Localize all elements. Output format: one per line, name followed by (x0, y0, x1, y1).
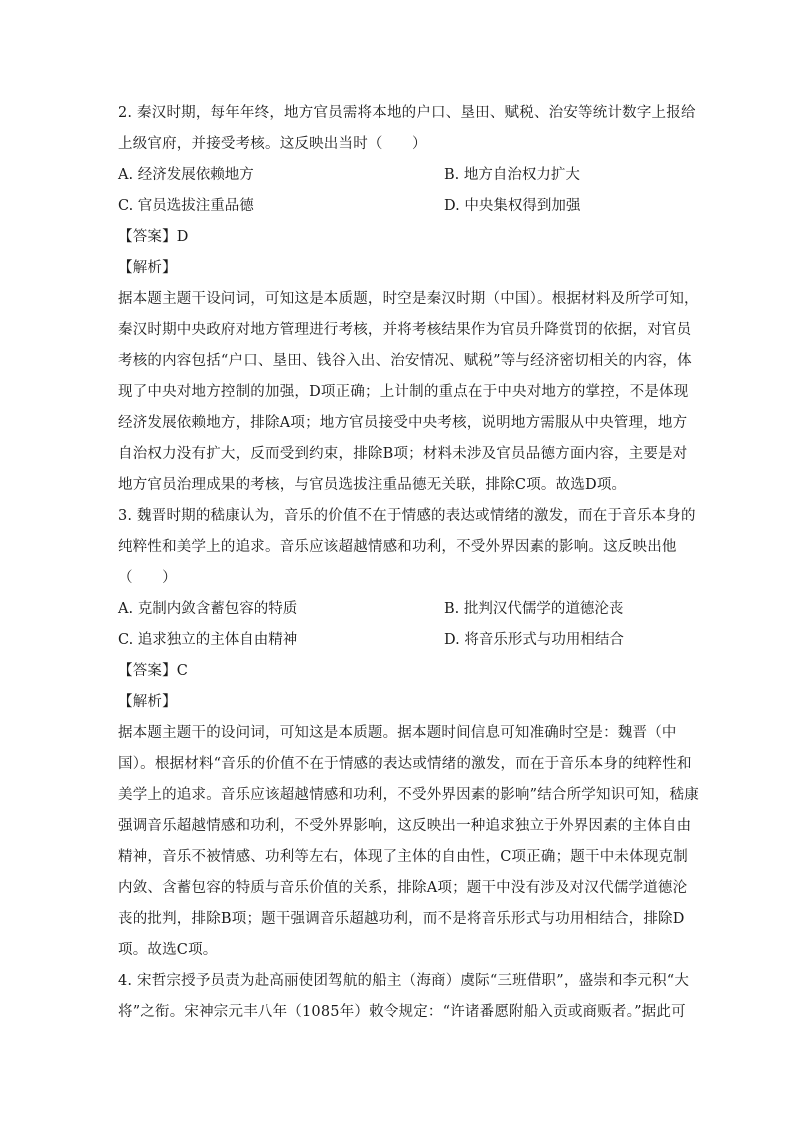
question-stem-line: （ ） (118, 570, 177, 586)
question-stem-line: 纯粹性和美学上的追求。音乐应该超越情感和功利，不受外界因素的影响。这反映出他 (118, 539, 677, 555)
answer-line: 【答案】D (118, 229, 189, 245)
document-content (118, 98, 699, 1028)
option-row (118, 594, 678, 625)
option-d: D. 中央集权得到加强 (444, 198, 581, 214)
option-a: A. 经济发展依赖地方 (118, 167, 254, 183)
analysis-line: 精神，音乐不被情感、功利等左右，体现了主体的自由性，C项正确；题干中未体现克制 (118, 849, 688, 865)
analysis-line: 据本题主题干设问词，可知这是本质题，时空是秦汉时期（中国）。根据材料及所学可知， (118, 291, 699, 307)
option-b: B. 批判汉代儒学的道德沦丧 (444, 601, 624, 617)
option-c: C. 官员选拔注重品德 (118, 198, 254, 214)
answer-line: 【答案】C (118, 663, 189, 679)
analysis-line: 考核的内容包括“户口、垦田、钱谷入出、治安情况、赋税”等与经济密切相关的内容，体 (118, 353, 692, 369)
question-stem-line: 上级官府，并接受考核。这反映出当时（ ） (118, 136, 427, 152)
analysis-line: 经济发展依赖地方，排除A项；地方官员接受中央考核，说明地方需服从中央管理，地方 (118, 415, 688, 431)
analysis-line: 内敛、含蓄包容的特质与音乐价值的关系，排除A项；题干中没有涉及对汉代儒学道德沦 (118, 880, 688, 896)
analysis-line: 据本题主题干的设问词，可知这是本质题。据本题时间信息可知准确时空是：魏晋（中 (118, 725, 677, 741)
analysis-line: 强调音乐超越情感和功利，不受外界影响，这反映出一种追求独立于外界因素的主体自由 (118, 818, 692, 834)
analysis-line: 美学上的追求。音乐应该超越情感和功利，不受外界因素的影响”结合所学知识可知，嵇康 (118, 787, 699, 803)
option-row (118, 625, 678, 656)
question-stem-line: 2. 秦汉时期，每年年终，地方官员需将本地的户口、垦田、赋税、治安等统计数字上报给 (118, 105, 696, 121)
question-stem-line: 将”之衔。宋神宗元丰八年（1085年）敕令规定：“许诸番愿附船入贡或商贩者。”据此可 (118, 1004, 686, 1020)
analysis-line: 现了中央对地方控制的加强，D项正确；上计制的重点在于中央对地方的掌控，不是体现 (118, 384, 689, 400)
question-stem-line: 4. 宋哲宗授予员责为赴高丽使团驾航的船主（海商）虞际“三班借职”，盛崇和李元积“大 (118, 973, 690, 989)
analysis-heading: 【解析】 (118, 260, 177, 276)
analysis-line: 秦汉时期中央政府对地方管理进行考核，并将考核结果作为官员升降赏罚的依据，对官员 (118, 322, 692, 338)
analysis-line: 地方官员治理成果的考核，与官员选拔注重品德无关联，排除C项。故选D项。 (118, 477, 627, 493)
question-2 (118, 98, 699, 501)
analysis-line: 项。故选C项。 (118, 942, 218, 958)
option-row (118, 160, 678, 191)
question-stem-line: 3. 魏晋时期的嵇康认为，音乐的价值不在于情感的表达或情绪的激发，而在于音乐本身的 (118, 508, 696, 524)
analysis-line: 国）。根据材料“音乐的价值不在于情感的表达或情绪的激发，而在于音乐本身的纯粹性和 (118, 756, 692, 772)
option-d: D. 将音乐形式与功用相结合 (444, 632, 624, 648)
analysis-line: 自治权力没有扩大，反而受到约束，排除B项；材料未涉及官员品德方面内容，主要是对 (118, 446, 688, 462)
analysis-heading: 【解析】 (118, 694, 177, 710)
question-4 (118, 966, 690, 1028)
option-a: A. 克制内敛含蓄包容的特质 (118, 601, 298, 617)
option-b: B. 地方自治权力扩大 (444, 167, 580, 183)
option-row (118, 191, 678, 222)
question-3 (118, 501, 699, 966)
analysis-line: 丧的批判，排除B项；题干强调音乐超越功利，而不是将音乐形式与功用相结合，排除D (118, 911, 685, 927)
option-c: C. 追求独立的主体自由精神 (118, 632, 298, 648)
